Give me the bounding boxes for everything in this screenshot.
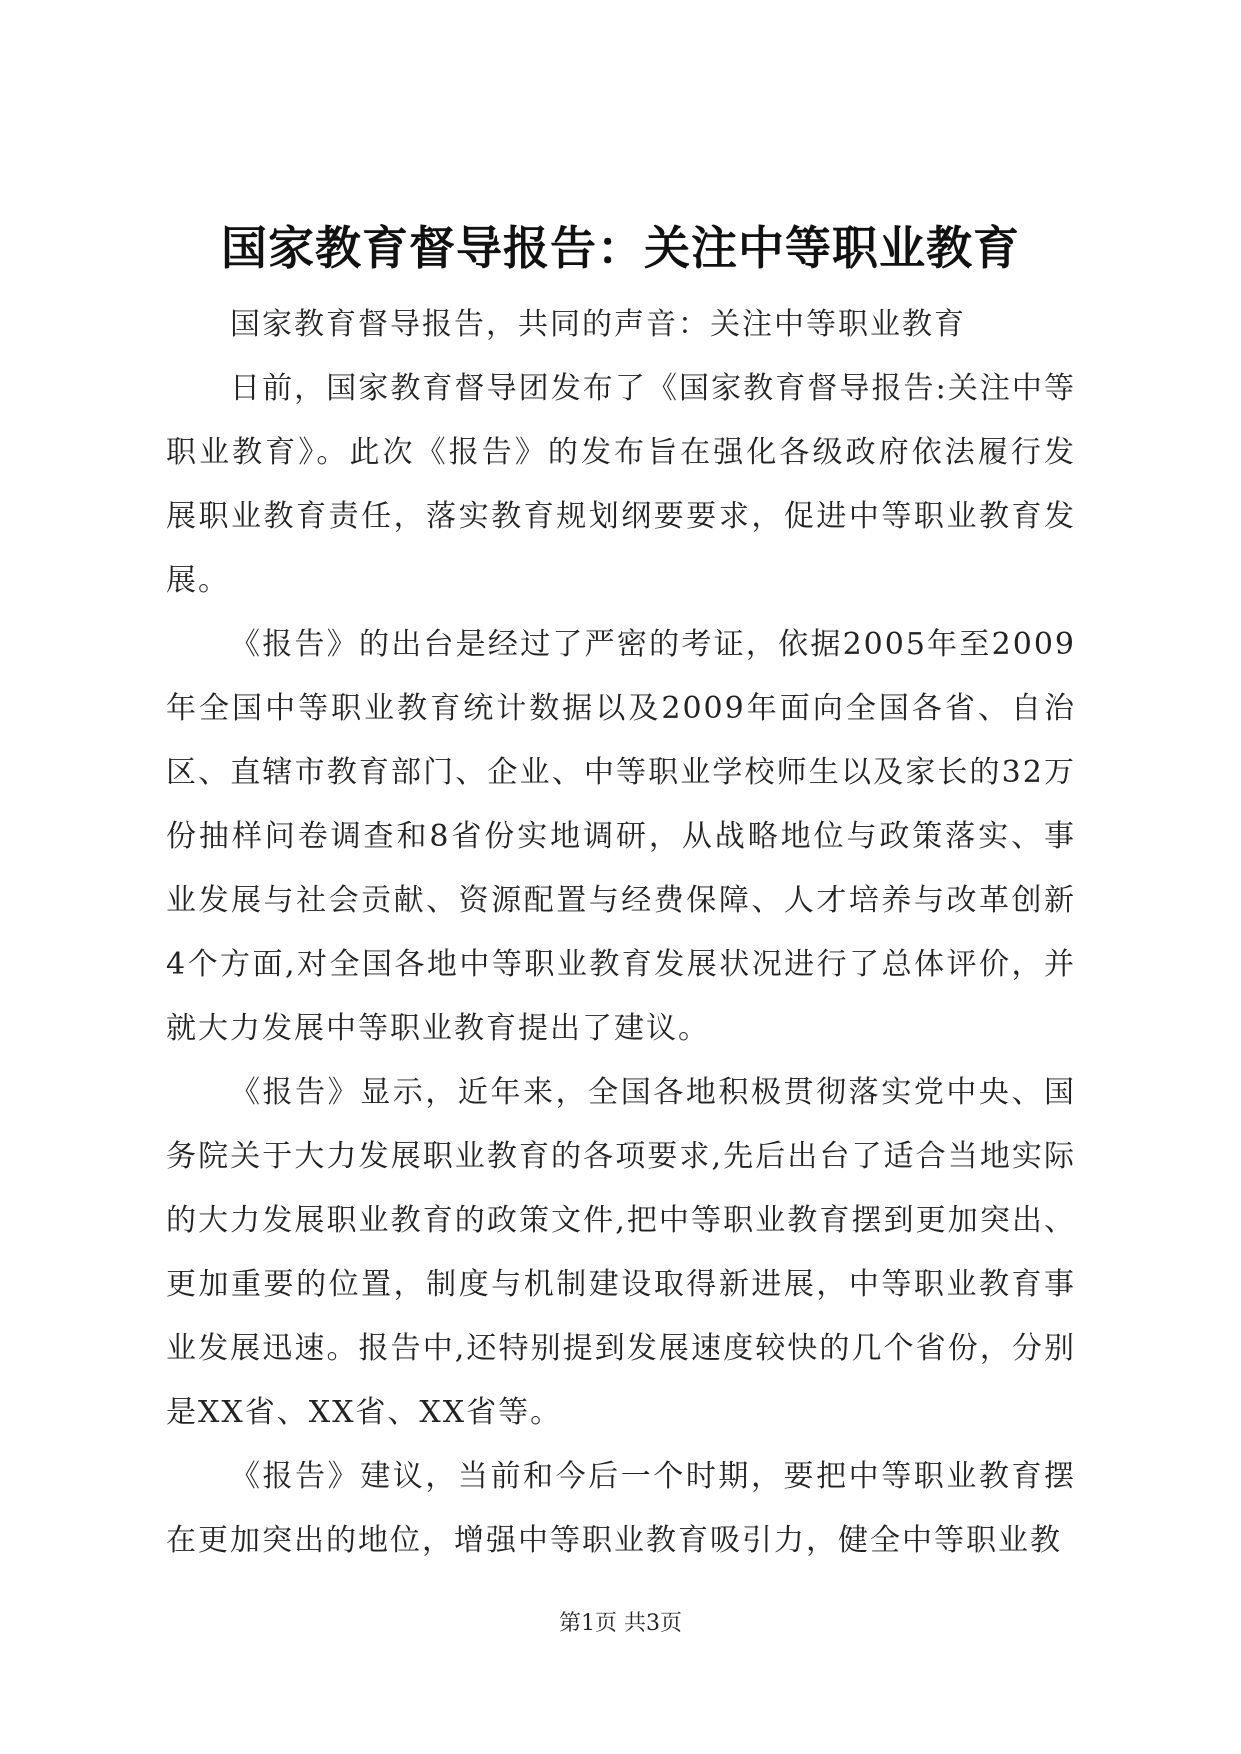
page-title: 国家教育督导报告：关注中等职业教育 <box>221 221 1020 275</box>
body-paragraph: 《报告》建议，当前和今后一个时期，要把中等职业教育摆在更加突出的地位，增强中等职业教育吸引力，健全中等职业教 <box>166 1459 1076 1558</box>
body-paragraph: 《报告》的出台是经过了严密的考证，依据2005年至2009年全国中等职业教育统计数据以及2009年面向全国各省、自治区、直辖市教育部门、企业、中等职业学校师生以及家长的32万份抽样问卷调查和8省份实地调研，从战略地位与政策落实、事业发展与社会贡献、资源配置与经费保障、人才培养与改革创新4个方面,对全国各地中等职业教育发展状况进行了总体评价，并就大力发展中等职业教育提出了建议。 <box>166 627 1076 1046</box>
document-body <box>166 293 1076 1573</box>
body-paragraph: 日前，国家教育督导团发布了《国家教育督导报告:关注中等职业教育》。此次《报告》的发布旨在强化各级政府依法履行发展职业教育责任，落实教育规划纲要要求，促进中等职业教育发展。 <box>166 371 1076 598</box>
subtitle-paragraph: 国家教育督导报告，共同的声音：关注中等职业教育 <box>230 307 966 342</box>
body-paragraph: 《报告》显示，近年来，全国各地积极贯彻落实党中央、国务院关于大力发展职业教育的各项要求,先后出台了适合当地实际的大力发展职业教育的政策文件,把中等职业教育摆到更加突出、更加重要的位置，制度与机制建设取得新进展，中等职业教育事业发展迅速。报告中,还特别提到发展速度较快的几个省份，分别是XX省、XX省、XX省等。 <box>166 1075 1076 1430</box>
page-number: 第1页 共3页 <box>559 1611 682 1636</box>
